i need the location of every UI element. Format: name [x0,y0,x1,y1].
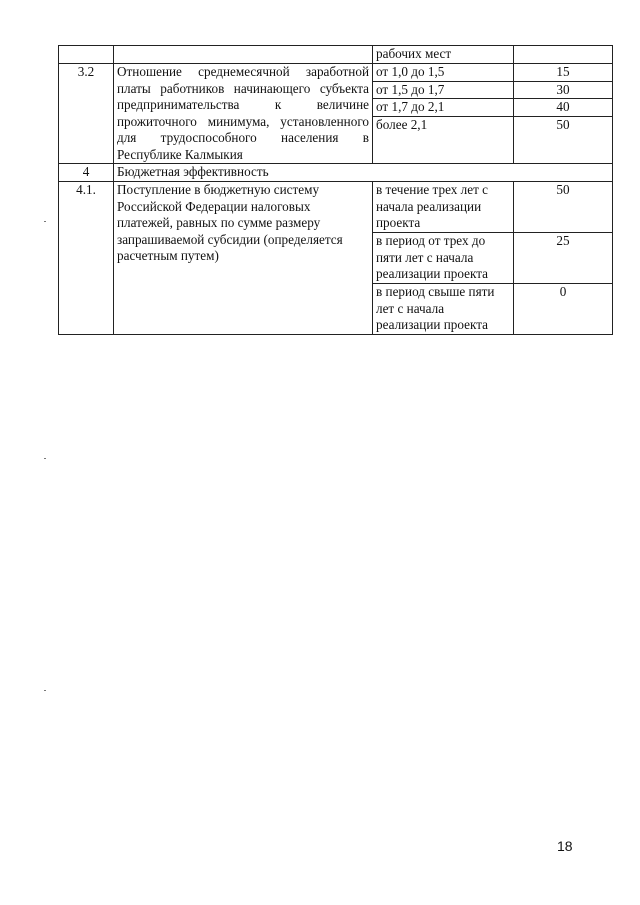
option-score: 25 [514,233,613,284]
page-number: 18 [557,838,573,854]
table-row [59,182,613,233]
option-score: 40 [514,99,613,117]
option-score: 15 [514,64,613,82]
option-score: 50 [514,116,613,164]
table-row [59,64,613,82]
option-label: от 1,7 до 2,1 [373,99,514,117]
cell-indicator-empty [114,46,373,64]
row-number: 3.2 [59,64,114,164]
option-label: от 1,5 до 1,7 [373,81,514,99]
option-label: в период от трех до пяти лет с начала реализации проекта [373,233,514,284]
criteria-table [58,45,613,335]
table-row-section [59,164,613,182]
option-score: 30 [514,81,613,99]
option-label: более 2,1 [373,116,514,164]
scan-speck [44,221,46,222]
row-number: 4.1. [59,182,114,335]
cell-option-label: рабочих мест [373,46,514,64]
cell-score-empty [514,46,613,64]
option-label: в течение трех лет с начала реализации проекта [373,182,514,233]
table-row-top [59,46,613,64]
option-score: 50 [514,182,613,233]
section-title: Бюджетная эффективность [114,164,373,182]
scan-speck [44,458,46,459]
option-label: в период свыше пяти лет с начала реализации проекта [373,284,514,335]
indicator-text: Поступление в бюджетную систему Российской Федерации налоговых платежей, равных по сумме размеру запрашиваемой субсидии (определяется расчетным путем) [114,182,373,335]
option-score: 0 [514,284,613,335]
indicator-text: Отношение среднемесячной заработной платы работников начинающего субъекта предпринимательства к величине прожиточного минимума, установленного для трудоспособного населения в Республике Калмыкия [114,64,373,164]
cell-num-empty [59,46,114,64]
option-label: от 1,0 до 1,5 [373,64,514,82]
section-number: 4 [59,164,114,182]
scan-speck [44,690,46,691]
section-empty [373,164,514,182]
section-empty [514,164,613,182]
